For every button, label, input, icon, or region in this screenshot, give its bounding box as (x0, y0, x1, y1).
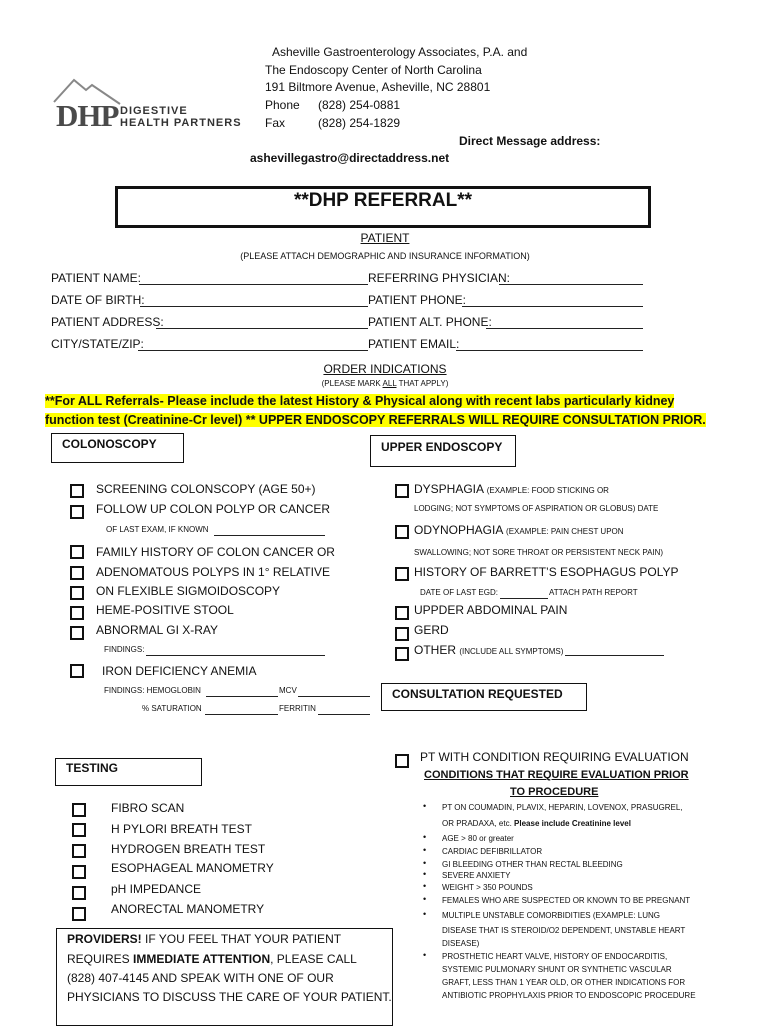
dysphagia-label: DYSPHAGIA (414, 482, 484, 496)
prosth-3: GRAFT, LESS THAN 1 YEAR OLD, OR OTHER INDICATIONS FOR (442, 978, 686, 987)
prosth-1: PROSTHETIC HEART VALVE, HISTORY OF ENDOCARDITIS, (442, 952, 668, 961)
dysphagia-example: (EXAMPLE: FOOD STICKING OR (486, 486, 609, 495)
logo (52, 76, 242, 132)
hydrogen-checkbox[interactable] (72, 844, 86, 858)
anticoag-2b: Please include Creatinine level (514, 819, 631, 828)
bullet-1: • (423, 801, 427, 811)
flex-sig-label: ON FLEXIBLE SIGMOIDOSCOPY (96, 584, 281, 598)
bullet-5: • (423, 869, 427, 879)
order-note-all: ALL (382, 379, 397, 388)
anorectal-label: ANORECTAL MANOMETRY (111, 902, 265, 916)
gi-xray-label: ABNORMAL GI X-RAY (96, 623, 219, 637)
bullet-6: • (423, 881, 427, 891)
address-label: PATIENT ADDRESS: (51, 315, 164, 329)
ph-impedance-checkbox[interactable] (72, 886, 86, 900)
header-center: The Endoscopy Center of North Carolina (265, 63, 482, 77)
providers-line-4: PHYSICIANS TO DISCUSS THE CARE OF YOUR PATIENT. (67, 990, 392, 1004)
attach-path-label: ATTACH PATH REPORT (549, 588, 638, 597)
patient-name-field[interactable] (139, 271, 368, 285)
logo-abbr: DHP (56, 98, 119, 133)
anticoag-1: PT ON COUMADIN, PLAVIX, HEPARIN, LOVENOX, PRASUGREL, (442, 803, 683, 812)
providers-line-1 (67, 932, 341, 946)
dob-field[interactable] (140, 293, 368, 307)
weight-item: WEIGHT > 350 POUNDS (442, 883, 533, 892)
consultation-heading: CONSULTATION REQUESTED (392, 687, 563, 701)
address-field[interactable] (156, 315, 368, 329)
hemoglobin-field[interactable] (206, 686, 278, 697)
comorb-1: MULTIPLE UNSTABLE COMORBIDITIES (EXAMPLE: LUNG (442, 911, 660, 920)
adenomatous-label: ADENOMATOUS POLYPS IN 1° RELATIVE (96, 565, 330, 579)
esophageal-label: ESOPHAGEAL MANOMETRY (111, 861, 274, 875)
gi-xray-checkbox[interactable] (70, 626, 84, 640)
dysphagia-checkbox[interactable] (395, 484, 409, 498)
flex-sig-checkbox[interactable] (70, 586, 84, 600)
abd-pain-label: UPPDER ABDOMINAL PAIN (414, 603, 568, 617)
odynophagia-example-2: SWALLOWING; NOT SORE THROAT OR PERSISTENT NECK PAIN) (414, 548, 664, 557)
bullet-4: • (423, 858, 427, 868)
bullet-7: • (423, 894, 427, 904)
hemoglobin-label: FINDINGS: HEMOGLOBIN (104, 686, 201, 695)
findings-label: FINDINGS: (104, 645, 145, 654)
hydrogen-label: HYDROGEN BREATH TEST (111, 842, 266, 856)
findings-field[interactable] (146, 645, 325, 656)
header-address: 191 Biltmore Avenue, Asheville, NC 28801 (265, 80, 491, 94)
anorectal-checkbox[interactable] (72, 907, 86, 921)
dysphagia-line (414, 482, 609, 498)
conditions-heading-1: CONDITIONS THAT REQUIRE EVALUATION PRIOR (424, 769, 689, 781)
odynophagia-checkbox[interactable] (395, 525, 409, 539)
logo-line2: HEALTH PARTNERS (120, 117, 242, 129)
anticoag-2 (442, 819, 631, 829)
email-field[interactable] (456, 337, 643, 351)
referring-physician-field[interactable] (499, 271, 643, 285)
bullet-2: • (423, 832, 427, 842)
family-history-checkbox[interactable] (70, 545, 84, 559)
adenomatous-checkbox[interactable] (70, 566, 84, 580)
comorb-3: DISEASE) (442, 939, 480, 948)
providers-text-2b: , PLEASE CALL (270, 952, 357, 966)
follow-up-label: FOLLOW UP COLON POLYP OR CANCER (96, 502, 331, 516)
patient-name-label: PATIENT NAME: (51, 271, 142, 285)
odynophagia-example: (EXAMPLE: PAIN CHEST UPON (506, 527, 624, 536)
comorb-2: DISEASE THAT IS STEROID/O2 DEPENDENT, UNSTABLE HEART (442, 926, 686, 935)
referring-physician-label: REFERRING PHYSICIAN: (368, 271, 511, 285)
esophageal-checkbox[interactable] (72, 865, 86, 879)
bullet-8: • (423, 909, 427, 919)
patient-heading: PATIENT (360, 231, 410, 245)
prosth-4: ANTIBIOTIC PROPHYLAXIS PRIOR TO ENDOSCOPIC PROCEDURE (442, 991, 696, 1000)
providers-text-1: IF YOU FEEL THAT YOUR PATIENT (141, 932, 342, 946)
screening-label: SCREENING COLONSCOPY (AGE 50+) (96, 482, 316, 496)
providers-bold: PROVIDERS! (67, 932, 142, 946)
odynophagia-line (414, 523, 624, 539)
pregnant-item: FEMALES WHO ARE SUSPECTED OR KNOWN TO BE PREGNANT (442, 896, 691, 905)
pt-condition-label: PT WITH CONDITION REQUIRING EVALUATION (420, 750, 689, 764)
conditions-heading-2: TO PROCEDURE (510, 786, 599, 798)
providers-line-3: (828) 407-4145 AND SPEAK WITH ONE OF OUR (67, 971, 334, 985)
ph-impedance-label: pH IMPEDANCE (111, 882, 202, 896)
dysphagia-example-2: LODGING; NOT SYMPTOMS OF ASPIRATION OR GLOBUS) DATE (414, 504, 659, 513)
gerd-checkbox[interactable] (395, 627, 409, 641)
barretts-checkbox[interactable] (395, 567, 409, 581)
odynophagia-label: ODYNOPHAGIA (414, 523, 503, 537)
header-org: Asheville Gastroenterology Associates, P.A. and (272, 45, 528, 59)
other-label: OTHER (414, 643, 456, 657)
alt-phone-label: PATIENT ALT. PHONE: (368, 315, 492, 329)
heme-checkbox[interactable] (70, 606, 84, 620)
email-label: PATIENT EMAIL: (368, 337, 460, 351)
defib-item: CARDIAC DEFIBRILLATOR (442, 847, 543, 856)
order-heading: ORDER INDICATIONS (323, 362, 447, 376)
order-note-a: (PLEASE MARK (321, 379, 383, 388)
mcv-field[interactable] (298, 686, 370, 697)
header-phone-label: Phone (265, 98, 300, 112)
alert-line-1 (45, 393, 674, 410)
barretts-label: HISTORY OF BARRETT’S ESOPHAGUS POLYP (414, 565, 679, 579)
order-note-b: THAT APPLY) (396, 379, 449, 388)
other-line (414, 643, 563, 659)
city-field[interactable] (138, 337, 368, 351)
h-pylori-label: H PYLORI BREATH TEST (111, 822, 252, 836)
last-exam-label: OF LAST EXAM, IF KNOWN (106, 525, 209, 534)
iron-checkbox[interactable] (70, 664, 84, 678)
age-item: AGE > 80 or greater (442, 834, 514, 843)
header-dm-address: ashevillegastro@directaddress.net (250, 151, 450, 165)
last-egd-label: DATE OF LAST EGD: (420, 588, 498, 597)
ferritin-field[interactable] (318, 704, 370, 715)
anticoag-2a: OR PRADAXA, etc. (442, 819, 515, 828)
family-history-label: FAMILY HISTORY OF COLON CANCER OR (96, 545, 335, 559)
last-exam-field[interactable] (214, 525, 325, 536)
fibro-scan-label: FIBRO SCAN (111, 801, 185, 815)
iron-label: IRON DEFICIENCY ANEMIA (102, 664, 257, 678)
patient-phone-field[interactable] (462, 293, 643, 307)
bullet-9: • (423, 950, 427, 960)
bullet-3: • (423, 845, 427, 855)
colonoscopy-heading: COLONOSCOPY (62, 437, 157, 451)
ferritin-label: FERRITIN (279, 704, 316, 713)
other-note: (INCLUDE ALL SYMPTOMS) (459, 647, 564, 656)
saturation-label: % SATURATION (142, 704, 202, 713)
logo-line1: DIGESTIVE (120, 105, 188, 117)
testing-heading: TESTING (66, 761, 119, 775)
alert-line-2 (45, 412, 706, 429)
patient-phone-label: PATIENT PHONE: (368, 293, 467, 307)
order-note (0, 379, 770, 388)
screening-checkbox[interactable] (70, 484, 84, 498)
header-phone: (828) 254-0881 (318, 98, 401, 112)
abd-pain-checkbox[interactable] (395, 606, 409, 620)
mcv-label: MCV (279, 686, 297, 695)
alert-text-2: function test (Creatinine-Cr level) ** UPPER ENDOSCOPY REFERRALS WILL REQUIRE CONSULTATION PRIOR. (45, 413, 706, 427)
dob-label: DATE OF BIRTH: (51, 293, 145, 307)
h-pylori-checkbox[interactable] (72, 823, 86, 837)
upper-endoscopy-heading: UPPER ENDOSCOPY (381, 440, 503, 454)
last-egd-field[interactable] (500, 588, 548, 599)
fibro-scan-checkbox[interactable] (72, 803, 86, 817)
prosth-2: SYSTEMIC PULMONARY SHUNT OR SYNTHETIC VASCULAR (442, 965, 672, 974)
header-dm-label: Direct Message address: (459, 134, 601, 148)
gerd-label: GERD (414, 623, 449, 637)
saturation-field[interactable] (205, 704, 278, 715)
page-title: **DHP REFERRAL** (293, 190, 473, 211)
providers-line-2 (67, 952, 357, 966)
pt-condition-checkbox[interactable] (395, 754, 409, 768)
follow-up-checkbox[interactable] (70, 505, 84, 519)
header-fax: (828) 254-1829 (318, 116, 401, 130)
patient-note: (PLEASE ATTACH DEMOGRAPHIC AND INSURANCE INFORMATION) (240, 251, 530, 261)
alt-phone-field[interactable] (486, 315, 643, 329)
providers-immediate: IMMEDIATE ATTENTION (133, 952, 271, 966)
anxiety-item: SEVERE ANXIETY (442, 871, 511, 880)
gi-bleed-item: GI BLEEDING OTHER THAN RECTAL BLEEDING (442, 860, 623, 869)
header-fax-label: Fax (265, 116, 286, 130)
heme-label: HEME-POSITIVE STOOL (96, 603, 234, 617)
other-checkbox[interactable] (395, 647, 409, 661)
other-field[interactable] (565, 645, 664, 656)
providers-text-2a: REQUIRES (67, 952, 134, 966)
city-label: CITY/STATE/ZIP: (51, 337, 144, 351)
alert-text-1: **For ALL Referrals- Please include the latest History & Physical along with recent labs particularly kidney (45, 394, 675, 408)
